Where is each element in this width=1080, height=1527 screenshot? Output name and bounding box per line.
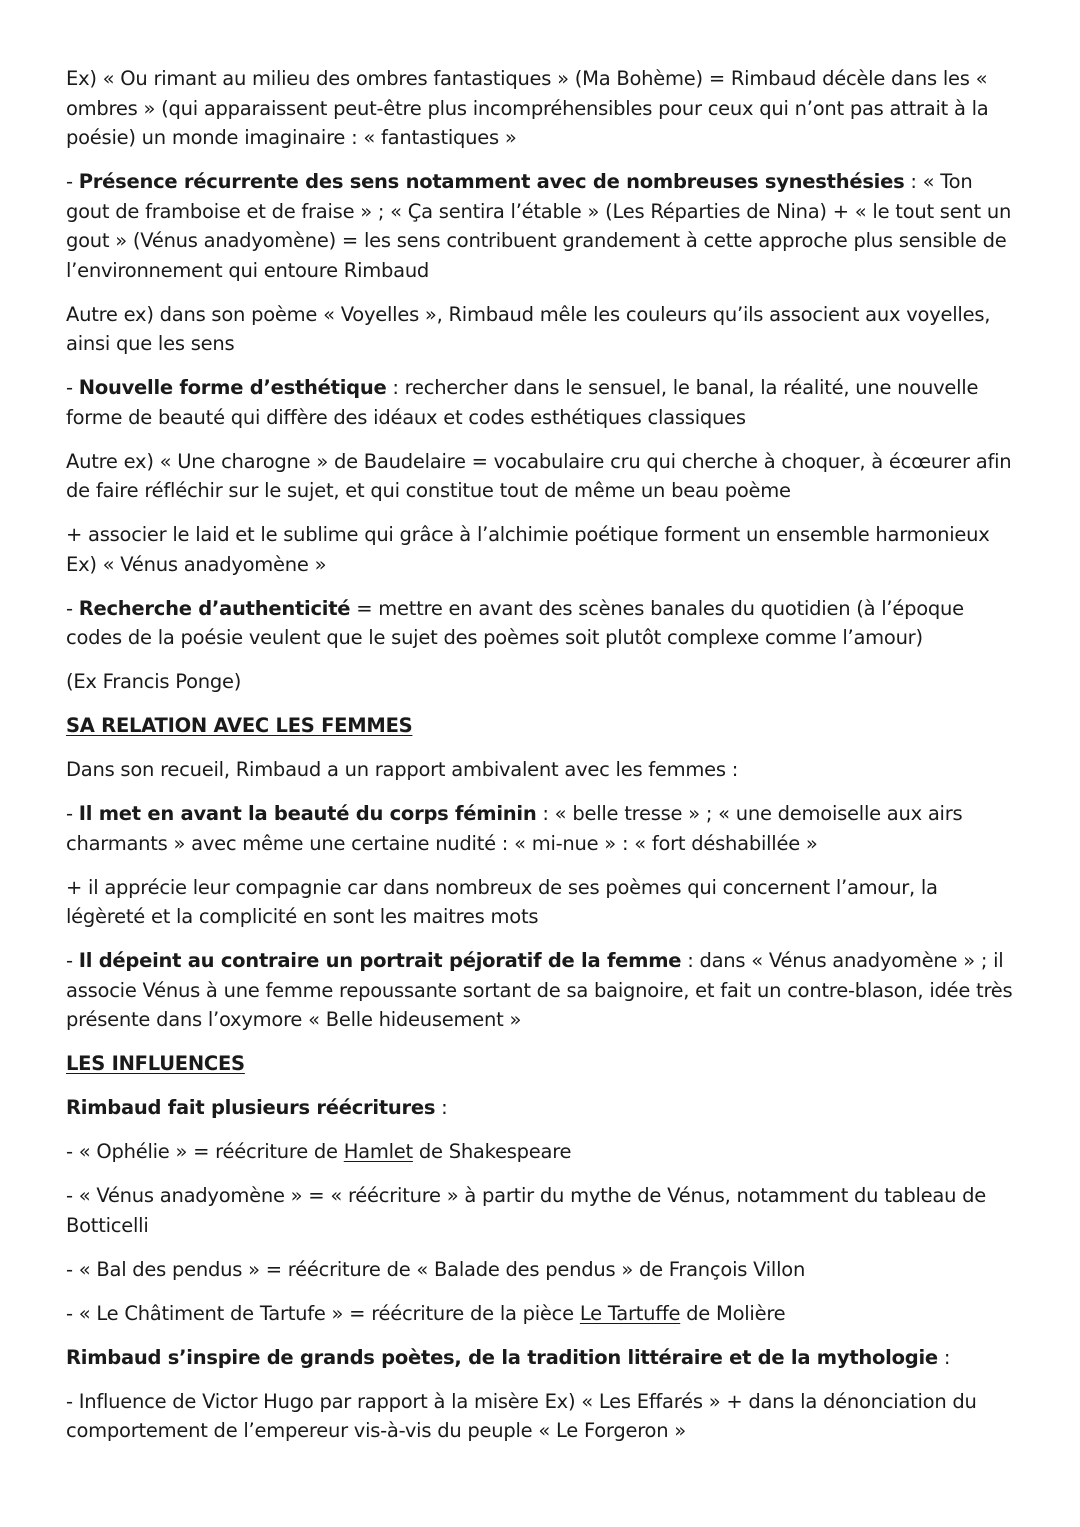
document-page xyxy=(66,64,1016,1460)
paragraph-ma-boheme-example: Ex) « Ou rimant au milieu des ombres fantastiques » (Ma Bohème) = Rimbaud décèle dans les « ombres » (qui apparaissent peut-être plus incompréhensibles pour ceux qui n’ont pas attrait à la poésie) un monde imaginaire : « fantastiques » xyxy=(66,67,989,149)
paragraph-senses-synesthesia: - Présence récurrente des sens notamment avec de nombreuses synesthésies : « Ton gout de framboise et de fraise » ; « Ça sentira l’étable » (Les Réparties de Nina) + « le tout sent un gout » (Vénus anadyomène) = les sens contribuent grandement à cette approche plus sensible de l’environnement qui entoure Rimbaud xyxy=(66,170,1012,282)
paragraph-pejorative-portrait: - Il dépeint au contraire un portrait péjoratif de la femme : dans « Vénus anadyomène » ; il associe Vénus à une femme repoussante sortant de sa baignoire, et fait un contre-blason, idée très présente dans l’oxymore « Belle hideusement » xyxy=(66,949,1013,1031)
bold-lead: Rimbaud s’inspire de grands poètes, de la tradition littéraire et de la mythologie xyxy=(66,1345,938,1369)
paragraph-women-intro: Dans son recueil, Rimbaud a un rapport ambivalent avec les femmes : xyxy=(66,758,739,781)
paragraph-female-beauty: - Il met en avant la beauté du corps féminin : « belle tresse » ; « une demoiselle aux airs charmants » avec même une certaine nudité : « mi-nue » : « fort déshabillée » xyxy=(66,802,963,855)
bold-lead: Il met en avant la beauté du corps féminin xyxy=(78,802,537,825)
paragraph-new-aesthetic: - Nouvelle forme d’esthétique : rechercher dans le sensuel, le banal, la réalité, une nouvelle forme de beauté qui diffère des idéaux et codes esthétiques classiques xyxy=(66,376,979,429)
paragraph-company: + il apprécie leur compagnie car dans nombreux de ses poèmes qui concernent l’amour, la légèreté et la complicité en sont les maitres mots xyxy=(66,875,938,928)
paragraph-authenticity: - Recherche d’authenticité = mettre en avant des scènes banales du quotidien (à l’époque codes de la poésie veulent que le sujet des poèmes soit plutôt complexe comme l’amour) xyxy=(66,596,964,649)
bold-lead: Rimbaud fait plusieurs réécritures xyxy=(66,1096,436,1119)
bold-lead: Recherche d’authenticité xyxy=(78,596,351,620)
paragraph-voyelles-example: Autre ex) dans son poème « Voyelles », Rimbaud mêle les couleurs qu’ils associent aux voyelles, ainsi que les sens xyxy=(66,302,991,355)
bold-lead: Présence récurrente des sens notamment avec de nombreuses synesthésies xyxy=(78,170,905,193)
list-item-ophelie: - « Ophélie » = réécriture de Hamlet de Shakespeare xyxy=(66,1140,572,1163)
paragraph-charogne-example: Autre ex) « Une charogne » de Baudelaire = vocabulaire cru qui cherche à choquer, à écœurer afin de faire réfléchir sur le sujet, et qui constitue tout de même un beau poème xyxy=(66,449,1012,502)
bold-lead: Nouvelle forme d’esthétique xyxy=(78,376,387,399)
list-item-bal-des-pendus: - « Bal des pendus » = réécriture de « Balade des pendus » de François Villon xyxy=(66,1257,806,1281)
title-hamlet: Hamlet xyxy=(343,1140,413,1163)
bold-lead: Il dépeint au contraire un portrait péjoratif de la femme xyxy=(78,949,682,972)
list-item-tartufe: - « Le Châtiment de Tartufe » = réécriture de la pièce Le Tartuffe de Molière xyxy=(66,1301,786,1325)
paragraph-rewritings-intro: Rimbaud fait plusieurs réécritures : xyxy=(66,1096,448,1119)
section-heading-women: SA RELATION AVEC LES FEMMES xyxy=(66,714,413,737)
paragraph-ugly-sublime: + associer le laid et le sublime qui grâce à l’alchimie poétique forment un ensemble harmonieux Ex) « Vénus anadyomène » xyxy=(66,523,990,576)
paragraph-ponge-example: (Ex Francis Ponge) xyxy=(66,670,242,693)
title-le-tartuffe: Le Tartuffe xyxy=(579,1301,681,1325)
list-item-victor-hugo: - Influence de Victor Hugo par rapport à la misère Ex) « Les Effarés » + dans la dénonciation du comportement de l’empereur vis-à-vis du peuple « Le Forgeron » xyxy=(66,1389,977,1442)
section-heading-influences: LES INFLUENCES xyxy=(66,1052,245,1075)
paragraph-inspiration-intro: Rimbaud s’inspire de grands poètes, de la tradition littéraire et de la mythologie : xyxy=(66,1345,951,1369)
list-item-venus: - « Vénus anadyomène » = « réécriture » à partir du mythe de Vénus, notamment du tableau de Botticelli xyxy=(66,1184,987,1237)
